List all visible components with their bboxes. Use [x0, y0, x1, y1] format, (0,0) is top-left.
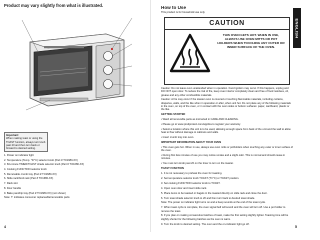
part-item: 5. Removable crumb tray (Part # TO1680-XX): [4, 172, 57, 176]
part-item: 1. Power on indicator light: [4, 154, 34, 157]
caution-text: THIS OVEN GETS HOT. WHEN IN USE, ALWAYS USE OVEN MITTS OR POT HOLDERS WHEN TOUCHING ANY OUTER OR INNER SURFACE OF THE OVEN.: [217, 33, 285, 49]
part-item: 9. Bake pan/drip tray (Part # TO1680-XX) (not shown): [4, 191, 66, 195]
bullet: • Wash all removable parts as instructed in CARE AND CLEANING.: [161, 118, 239, 122]
hot-surface-warning-icon: [169, 33, 211, 75]
part-item: 4. Cooking FUNCTION selector knob: [4, 168, 47, 172]
bullet: • During first few minutes of use you may notice smoke and a slight odor. This is normal and should cease in minutes.: [161, 154, 286, 161]
step: 2. Set temperature selector knob TOAST (°F/°C) or TOAST position.: [161, 176, 240, 180]
subheading: GETTING STARTED: [161, 113, 186, 117]
callout-title: Important:: [6, 134, 19, 137]
illustration-header: Product may vary slightly from what is illustrated.: [4, 3, 104, 8]
bullet: • This oven gets hot. When in use, always use oven mitts or potholders when touching any outer or inner surface of the oven.: [161, 145, 293, 153]
bullet: • Insert crumb tray into oven.: [161, 136, 195, 140]
part-item: 2. Temperature (Temp. °F/°C) selector knob (Part # TO1680-XX): [4, 158, 78, 162]
step: 6. Turn toast shade selector knob to 20 and then turn back to desired toast shade.: [161, 196, 256, 200]
important-callout: [4, 132, 48, 152]
step: 7. When toast cycle is complete, the oven signal bell will sound and the oven will turn off. Use a pot holder to remove the toast.: [161, 206, 286, 213]
note: Note: The power on indicator light turns on and a beep sounds at the end of the toast cycle.: [161, 201, 266, 205]
language-tab: [293, 8, 301, 48]
bullet: • Please go to www.prodprotect.com/applica to register your warranty.: [161, 123, 241, 127]
step: 9. Turn the knob to desired setting. The oven and the on-indicator light go off.: [161, 222, 250, 226]
step: 1. It is not necessary to preheat the oven for toasting.: [161, 172, 223, 176]
step: 8. If you plan on making consecutive batches of toast, make the first setting slightly lighter. Toasting time will be slightly shorter for the following batches as the oven is warm.: [161, 214, 289, 221]
paragraph: Caution: A fire may occur if the toaster oven is covered or touching flammable materials, including curtains, draperies, walls, and the like when in operation or after, when unit hot. Do not place any of the following materials in the oven, on top of the oven, or in contact with the oven sides or bottom surfaces: paper, cardboard, plastic or the like.: [161, 98, 291, 112]
part-item: 3. 60-minute TIMER/TOAST shade selector knob (Part # TO1680-XX): [4, 163, 85, 167]
section-title: How to Use: [161, 5, 187, 10]
caution-title: CAUTION: [165, 18, 289, 30]
bullet: • Select a location where this unit is to be used, allowing enough space from back of the unit and the wall to allow heat to flow without damage to cabinets and walls.: [161, 127, 291, 135]
callout-text: When making toast or using the TOAST function, always turn knob past 20 and then turn back or forward to desired setting.: [6, 137, 46, 151]
subheading: TOAST FUNCTION: [161, 167, 184, 171]
step: 5. Place items to be toasted or bagels in the toasted directly on slide rack and close the door.: [161, 191, 268, 195]
left-page: [0, 0, 150, 232]
caution-box: [164, 17, 290, 85]
page-number-right: 5: [295, 225, 297, 229]
instructions-body: [161, 87, 293, 228]
parts-note: Note: ✝ indicates consumer replaceable/removable parts: [4, 196, 70, 200]
part-item: 7. Rack slot: [4, 182, 18, 186]
part-item: 6. Slide rack/broil rack (Part # TO1680-XX): [4, 177, 54, 181]
parts-list: [4, 154, 140, 201]
language-tab-label: ENGLISH: [294, 18, 300, 38]
step: 3. Set cooking FUNCTION selector knob to TOAST.: [161, 181, 221, 185]
step: 4. Open oven door and insert slide rack.: [161, 186, 207, 190]
part-item: 8. Door handle: [4, 186, 22, 190]
page-number-left: 4: [4, 225, 6, 229]
paragraph: Caution: Do not leave oven unattended when in operation. Food ignition may occur. If this happens, unplug and DO NOT open door. To reduce the risk of fire, keep oven interior completely clean and free of food residues, oil, grease and any other combustible materials.: [161, 87, 289, 97]
right-page: [150, 0, 301, 232]
section-subtitle: This product is for household use only.: [161, 11, 206, 14]
bullet: • You must turn knob past 20 on the timer to turn on the toaster.: [161, 162, 234, 166]
toaster-oven-illustration: [20, 14, 134, 119]
subheading: IMPORTANT INFORMATION ABOUT YOUR OVEN: [161, 141, 222, 145]
